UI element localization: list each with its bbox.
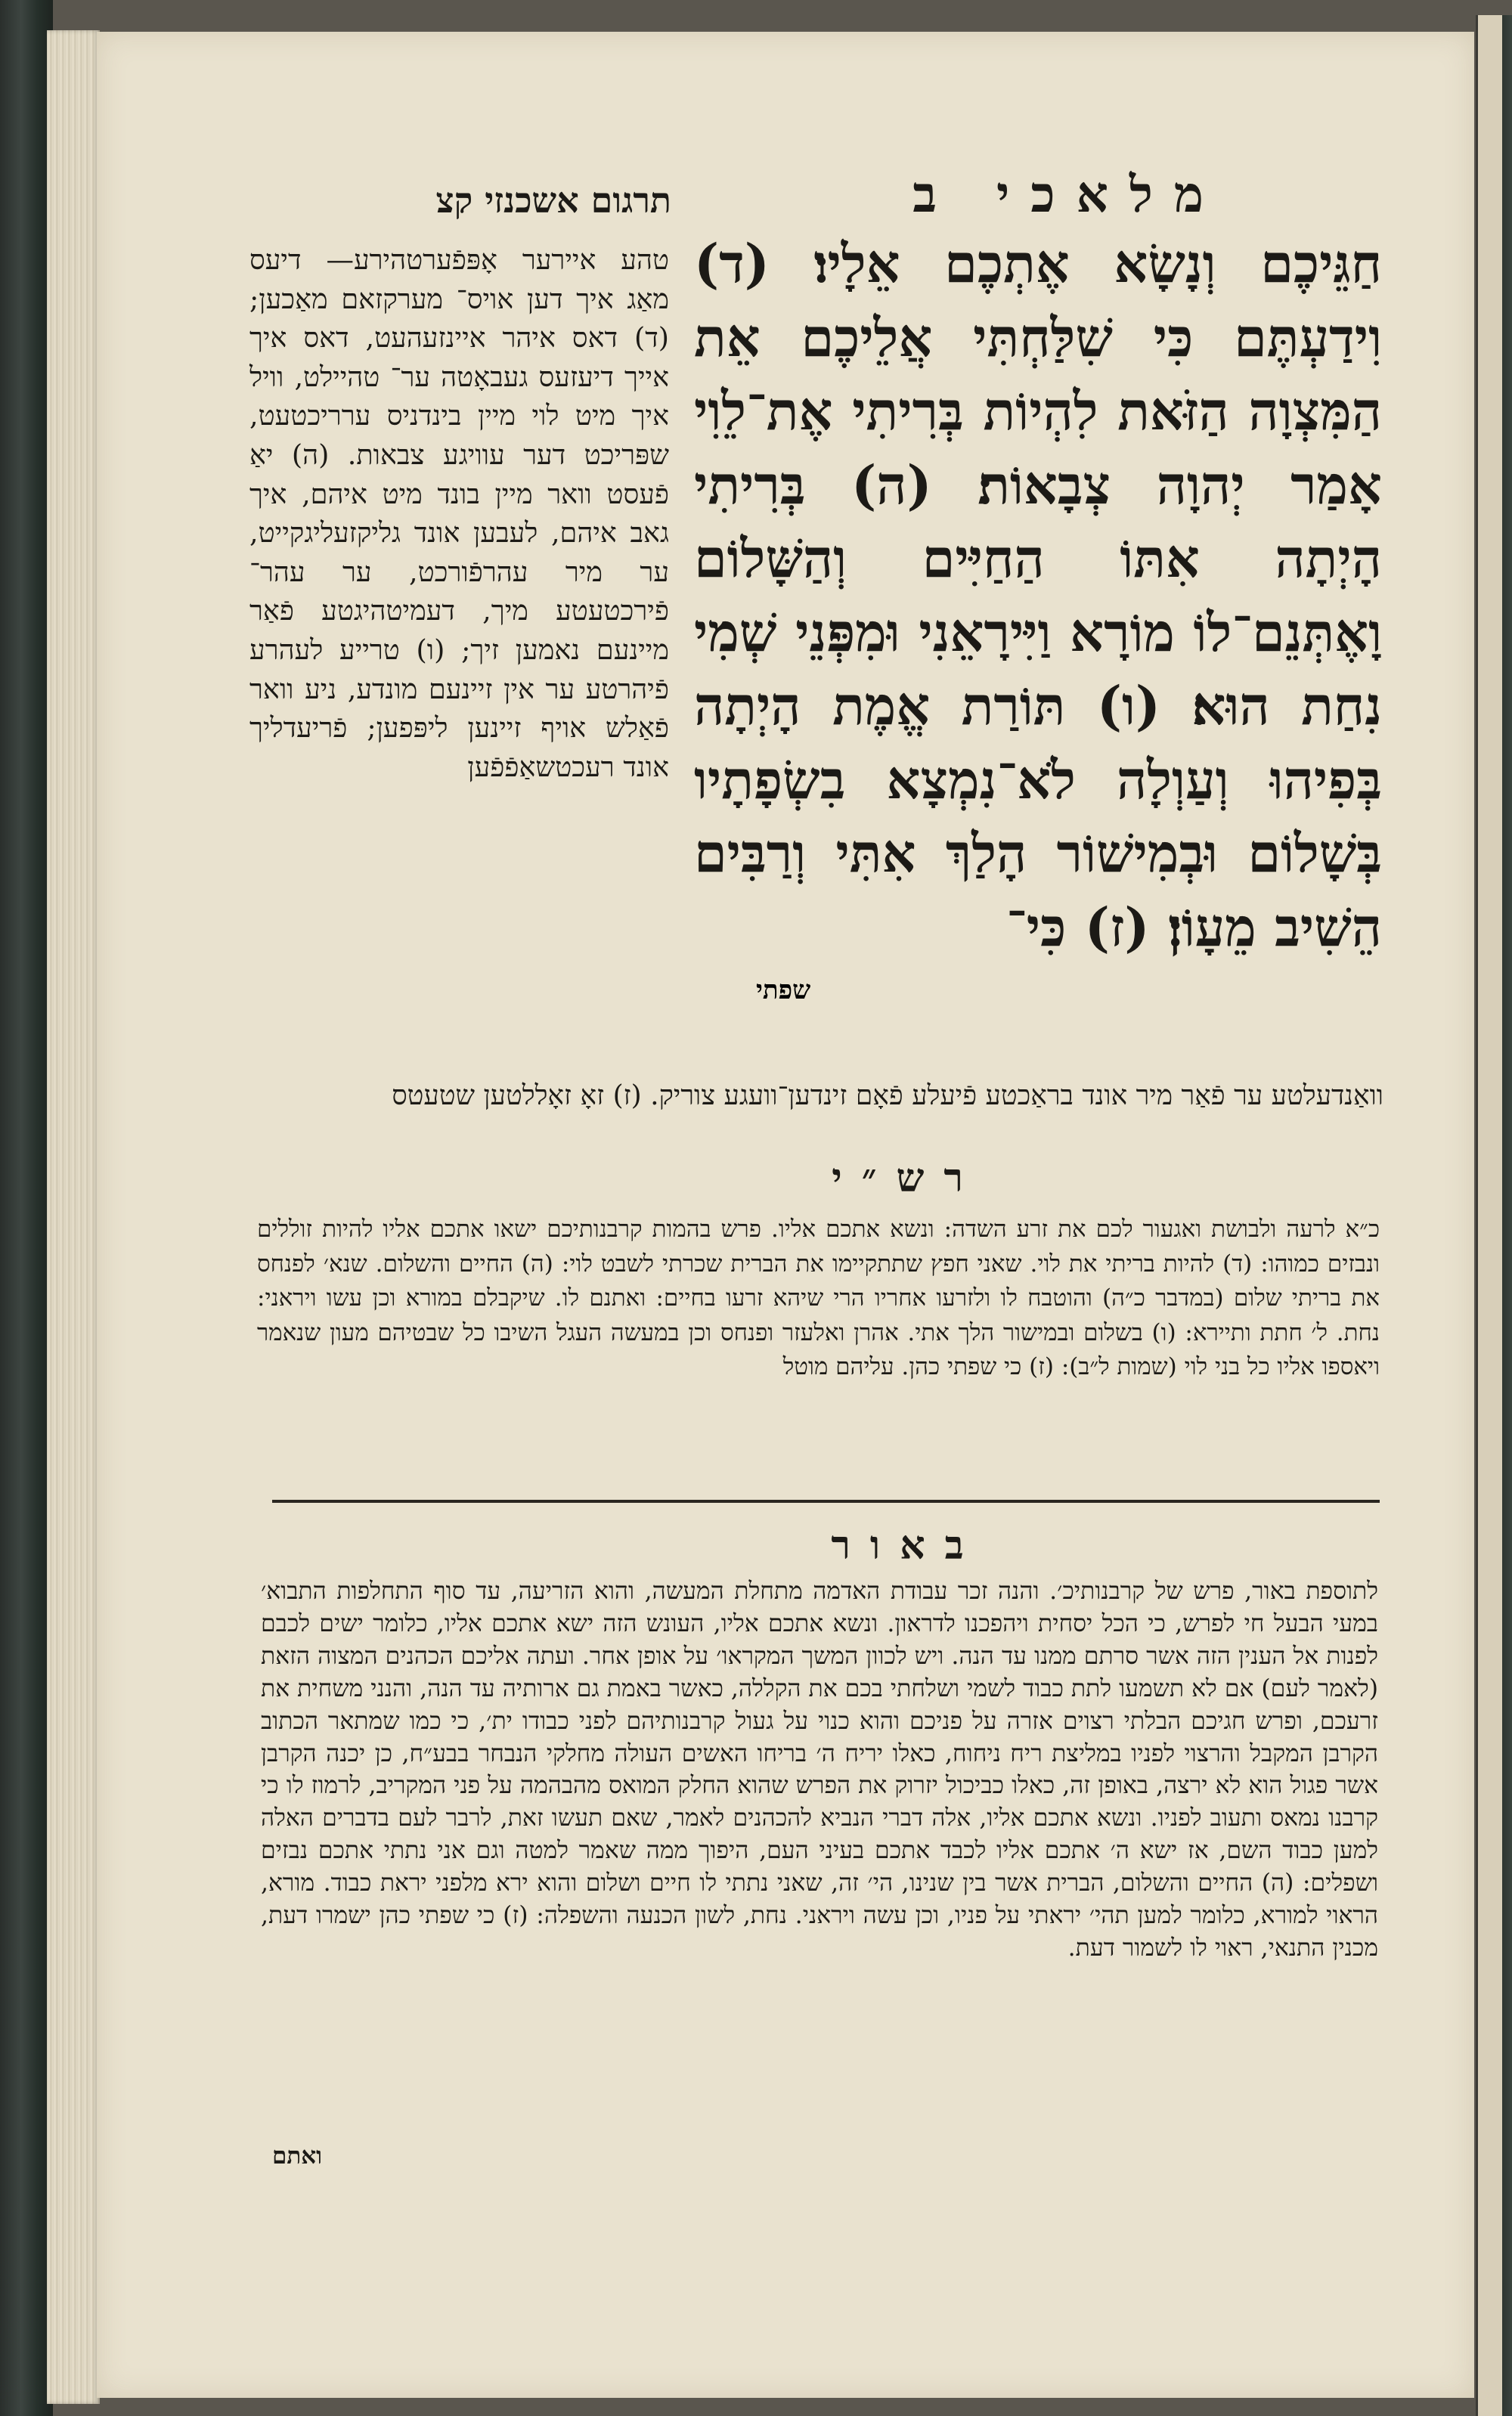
targum-text: טהע איירער אָפּפֿערטהירע— דיעס מאַג איך דען אויס־ מערקזאם מאַכען; (ד) דאס איהר איינזעהעט, דאס איך אייך דיעזעס געבאָטה ער־ טהיילט, וויל איך מיט לוי מיין בינדניס ערריכטעט, שפּריכט דער עוויגע צבאות. (ה) יאַ פֿעסט וואר מיין בונד מיט איהם, איך גאב איהם, לעבען אונד גליקזעליגקייט, ער מיר עהרפֿורכט, ער עהר־ פֿירכטעטע מיך, דעמיטהיגטע פֿאַר מיינעם נאמען זיך; (ו) טרייע לעהרע פֿיהרטע ער אין זיינעם מונדע, ניע וואר פֿאַלש אויף זיינען ליפּפען; פֿריעדליך אונד רעכטשאַפֿפֿען — [249, 243, 669, 783]
page-title: מלאכי ב — [912, 165, 1225, 224]
section-divider — [272, 1500, 1380, 1503]
catchword-bottom: ואתם — [272, 2142, 323, 2170]
page-edges — [47, 30, 100, 2404]
next-page-edge — [1476, 15, 1512, 2416]
biur-heading: באור — [831, 1522, 984, 1569]
targum-title: תרגום אשכנזי קצ — [435, 180, 671, 221]
book-binding — [0, 0, 53, 2416]
biur-commentary: לתוספת באור, פרש של קרבנותיכ׳. והנה זכר עבודת האדמה מתחלת המעשה, והוא הזריעה, עד סוף התחלפות התבוא׳ במעי הבעל חי לפרש, כי הכל יסחית ויהפכנו לדראון. ונשא אתכם אליו, העונש הזה ישא אתכם אליו, כלומר ישים לכבם לפנות אל הענין הזה אשר סרתם ממנו עד הנה. ויש לכוון המשך המקראו׳ על אופן אחר. ועתה אליכם הכהנים המצוה הזאת (לאמר לעם) אם לא תשמעו לתת כבוד לשמי ושלחתי בכם את הקללה, כאשר באמת גם ארותיה עד הנה, והנני משחית את זרעכם, ופרש חגיכם הבלתי רצוים אזרה על פניכם והוא כנוי על געול קרבנותיהם לפני כבודו ית׳, כי כמו שמתאר הכתוב הקרבן המקבל והרצוי לפניו במליצת ריח ניחוח, כאלו יריח ה׳ בריחו האשים העולה מחלקי הנבחר בבע״ח, כן יכנה הקרבן אשר פגול הוא לא ירצה, באופן זה, כאלו כביכול יזרוק את הפרש שהוא החלק המואס מהבהמה על פני המקריב, לרמוז לו כי קרבנו נמאס ותעוב לפניו. ונשא אתכם אליו, אלה דברי הנביא להכהנים לאמר, שאם תעשו זאת, לרבר לעם בדברים האלה למען כבוד השם, אז ישא ה׳ אתכם אליו לכבד אתכם בעיני העם, היפוך ממה שאמר למטה וגם אני נתתי אתכם נבזים ושפלים: (ה) החיים והשלום, הברית אשר בין שנינו, הי׳ זה, שאני נתתי לו חיים ושלום והוא ירא מלפני יראת כבוד. מורא, הראוי למורא, כלומר למען תהי׳ יראתי על פניו, וכן עשה ויראני. נחת, לשון הכנעה והשפלה: (ז) כי שפתי כהן ישמרו דעת, מכנין התנאי, ראוי לו לשמור דעת. — [261, 1578, 1379, 1962]
rashi-heading: רש״י — [832, 1155, 983, 1201]
catchword-main: שפתי — [756, 975, 811, 1005]
rashi-commentary: כ״א לרעה ולבושת ואגעור לכם את זרע השדה: ונשא אתכם אליו. פרש בהמות קרבנותיכם ישאו אתכם אליו להיות זוללים ונבזים כמוהו: (ד) להיות בריתי את לוי. שאני חפץ שתתקיימו את הברית שכרתי לשבט לוי: (ה) החיים והשלום. שנא׳ לפנחס את בריתי שלום (במדבר כ״ה) והוטבח לו ולזרעו אחריו הרי שיהא זרעו בחיים: ואתנם לו. שיקבלם במורא וכן עשו ויראני: נחת. ל׳ חתת ותיירא: (ו) בשלום ובמישור הלך אתי. אהרן ואלעזר ופנחס וכן במעשה העגל השיבו כל שבטיהם מעון שנאמר ויאספו אליו כל בני לוי (שמות ל״ב): (ז) כי שפתי כהן. עליהם מוטל — [257, 1216, 1380, 1380]
targum-continuation: וואַנדעלטע ער פֿאַר מיר אונד בראַכטע פֿיעלע פֿאָם זינדען־וועגע צוריק. (ז) זאָ זאָללטען שטעטס — [392, 1080, 1383, 1111]
main-verse-text: חַגֵּיכֶם וְנָשָׂא אֶתְכֶם אֵלָיו׃ (ד) וִידַעְתֶּם כִּי שִׁלַּחְתִּי אֲלֵיכֶם אֵת הַמִּצְוָה הַזֹּאת לִהְיוֹת בְּרִיתִי אֶת־לֵוִי אָמַר יְהוָה צְבָאוֹת׃ (ה) בְּרִיתִי הָיְתָה אִתּוֹ הַחַיִּים וְהַשָּׁלוֹם וָאֶתְּנֵם־לוֹ מוֹרָא וַיִּירָאֵנִי וּמִפְּנֵי שְׁמִי נִחַת הוּא׃ (ו) תּוֹרַת אֱמֶת הָיְתָה בְּפִיהוּ וְעַוְלָה לֹא־נִמְצָא בִשְׂפָתָיו בְּשָׁלוֹם וּבְמִישׁוֹר הָלַךְ אִתִּי וְרַבִּים הֵשִׁיב מֵעָוֹן׃ (ז) כִּי־ — [694, 232, 1382, 959]
